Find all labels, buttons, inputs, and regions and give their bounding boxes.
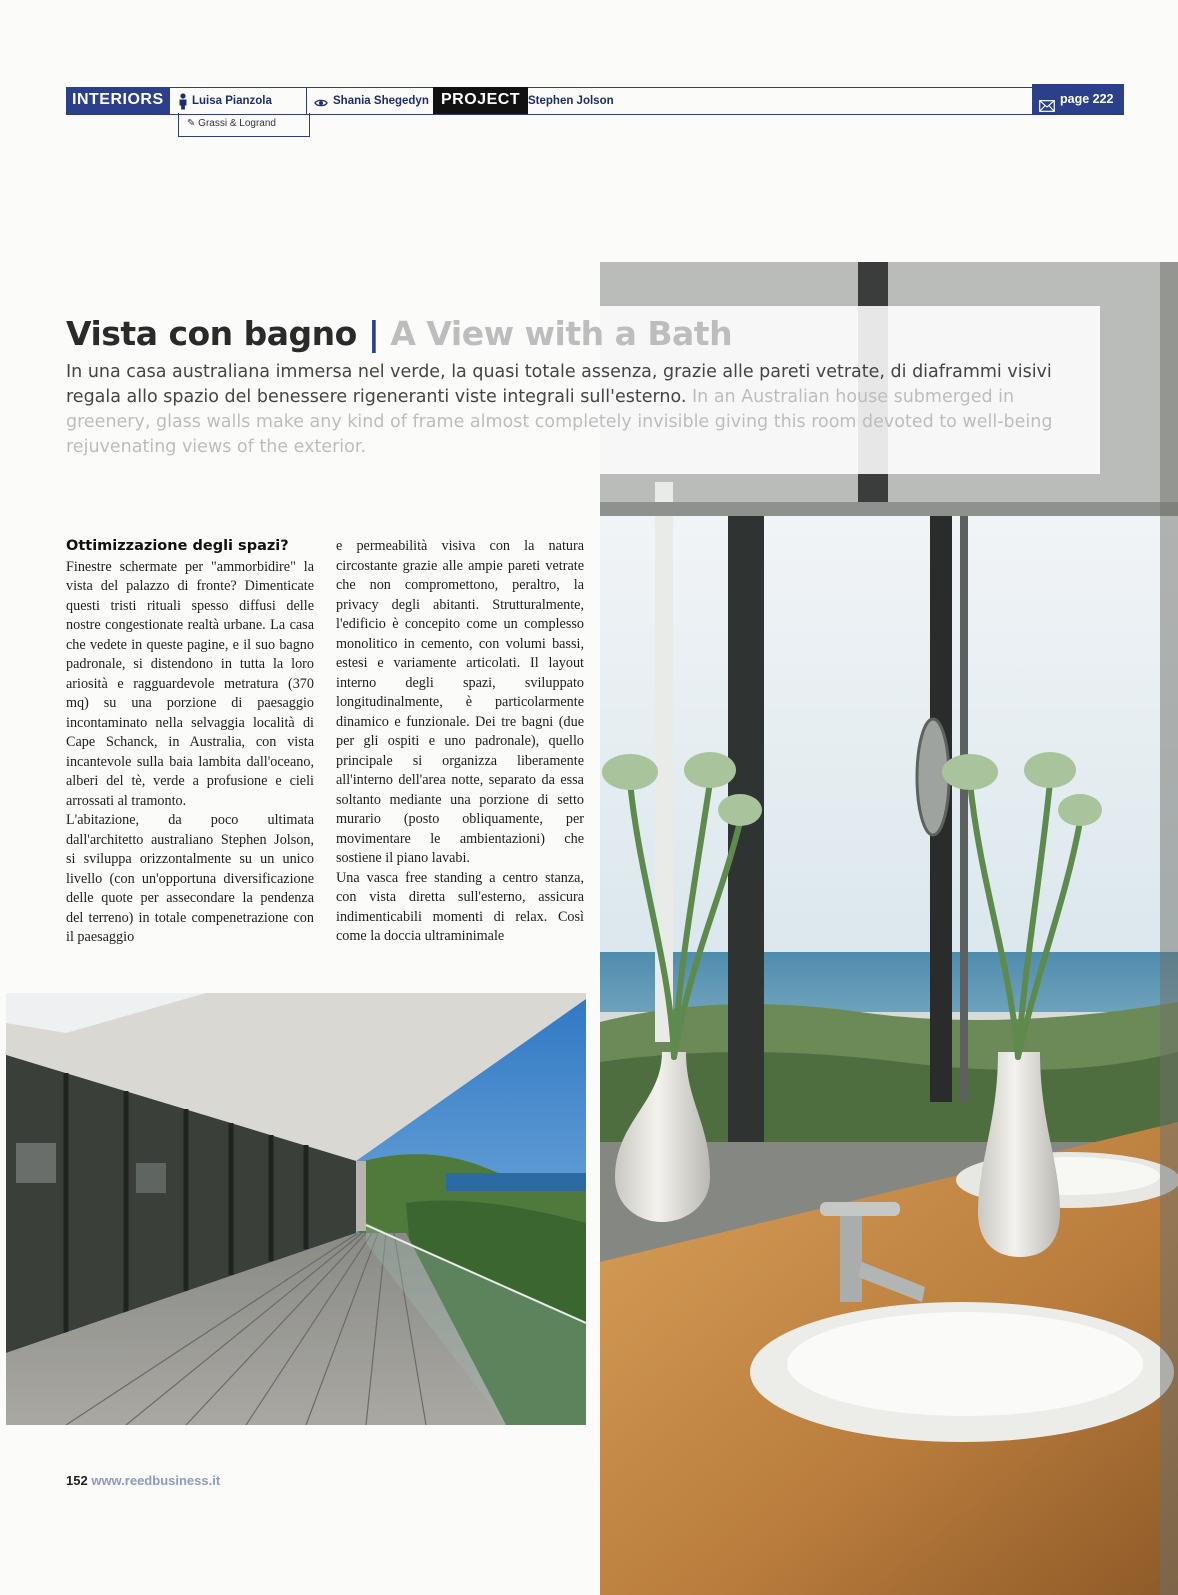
header-bar [66,87,1124,115]
credit-label: Grassi & Logrand [198,118,276,129]
page-number: 152 [66,1473,88,1488]
pencil-icon: ✎ [187,118,196,129]
body-column-1 [66,537,314,948]
envelope-icon [1039,93,1055,123]
author-name: Luisa Pianzola [192,95,272,107]
person-icon [178,93,188,115]
credit-tag [178,113,310,137]
paragraph: e permeabilità visiva con la natura circostante grazie alle ampie pareti vetrate che non compromettono, peraltro, la privacy degli abitanti. Strutturalmente, l'edificio è concepito come un complesso monolitico in cemento, con volumi bassi, estesi e variamente articolati. Il layout interno degli spazi, sviluppato longitudinalmente, è particolarmente dinamico e funzionale. Dei tre bagni (due per gli ospiti e uno padronale), quello principale si organizza liberamente all'interno dell'area notte, separato da essa soltanto mediante una porzione di setto murario (posto obliquamente, per movimentare le ambientazioni) che sostiene il piano lavabi. [336,538,584,866]
terrace-photo [6,993,586,1425]
article-lead [66,360,1096,460]
article-title [66,314,732,353]
paragraph: Finestre schermate per "ammorbidire" la vista del palazzo di fronte? Dimenticate questi tristi rituali spesso diffusi delle nostre congestionate realtà urbane. La casa che vedete in queste pagine, e il suo bagno padronale, si distendono in tutta la loro ariosità e ragguardevole metratura (370 mq) su una porzione di paesaggio incontaminato nella selvaggia località di Cape Schanck, in Australia, con vista incantevole sulla baia lambita dall'oceano, alberi del tè, verde a profusione e cieli arrossati al tramonto. [66,558,314,809]
title-italian: Vista con bagno [66,314,357,353]
paragraph: Una vasca free standing a centro stanza, con vista diretta sull'esterno, assicura indimenticabili momenti di relax. Così come la doccia ultraminimale [336,869,584,944]
lead-italian: In una casa australiana immersa nel verde, la quasi totale assenza, grazie alle pareti vetrate, di diaframmi visivi regala allo spazio del benessere rigeneranti viste integrali sull'esterno. [66,362,1052,407]
title-separator: | [367,314,380,353]
body-column-2 [336,537,584,947]
subheading: Ottimizzazione degli spazi? [66,538,289,554]
section-label: INTERIORS [66,87,170,114]
page-footer [66,1473,220,1488]
divider [306,88,307,114]
photographer-name: Shania Shegedyn [333,95,429,107]
page-ref-label: page 222 [1060,92,1114,106]
category-label: PROJECT [433,87,528,114]
lead-english: In an Australian house submerged in greenery, glass walls make any kind of frame almost completely invisible giving this room devoted to well-being rejuvenating views of the exterior. [66,387,1053,457]
title-english: A View with a Bath [390,314,733,353]
footer-url: www.reedbusiness.it [91,1473,221,1488]
paragraph: L'abitazione, da poco ultimata dall'architetto australiano Stephen Jolson, si sviluppa orizzontalmente su un unico livello (con un'opportuna diversificazione delle quote per assecondare la pendenza del terreno) in totale compenetrazione con il paesaggio [66,812,314,945]
page-reference [1032,84,1124,114]
architect-name: Stephen Jolson [528,95,614,107]
eye-icon [314,95,328,113]
